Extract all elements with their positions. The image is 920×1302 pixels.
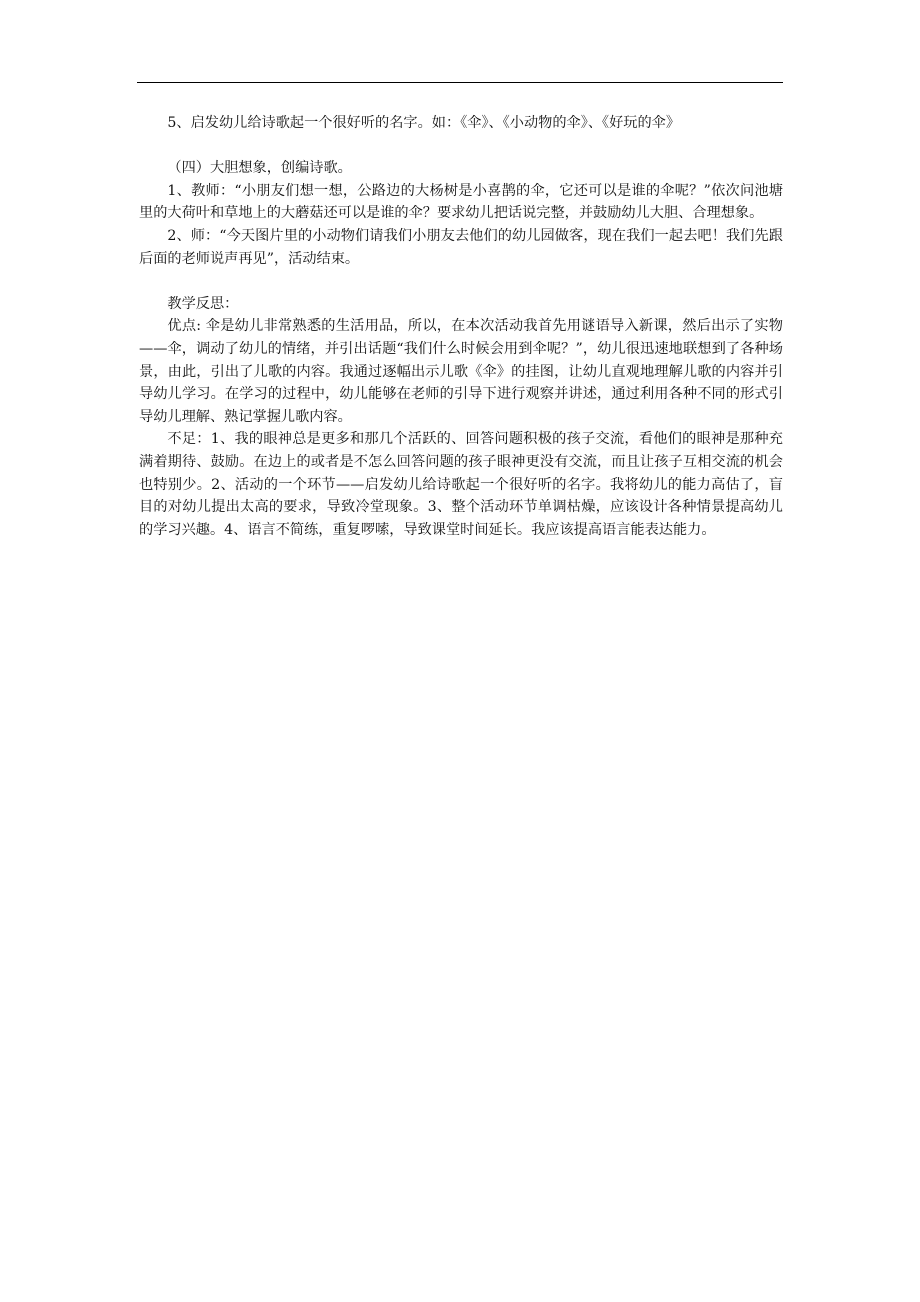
document-body	[139, 112, 783, 541]
header-rule	[137, 82, 783, 83]
paragraph-weaknesses: 不足：1、我的眼神总是更多和那几个活跃的、回答问题积极的孩子交流，看他们的眼神是那种充满着期待、鼓励。在边上的或者是不怎么回答问题的孩子眼神更没有交流，而且让孩子互相交流的机会也特别少。2、活动的一个环节——启发幼儿给诗歌起一个很好听的名字。我将幼儿的能力高估了，盲目的对幼儿提出太高的要求，导致冷堂现象。3、整个活动环节单调枯燥，应该设计各种情景提高幼儿的学习兴趣。4、语言不简练，重复啰嗦，导致课堂时间延长。我应该提高语言能表达能力。	[139, 431, 783, 538]
paragraph-gap	[139, 135, 783, 158]
section-heading-four: （四）大胆想象，创编诗歌。	[167, 160, 352, 177]
paragraph-activity-end: 2、师：“今天图片里的小动物们请我们小朋友去他们的幼儿园做客，现在我们一起去吧！我们先跟后面的老师说声再见”，活动结束。	[139, 227, 783, 267]
paragraph-step-5: 5、启发幼儿给诗歌起一个很好听的名字。如：《伞》、《小动物的伞》、《好玩的伞》	[167, 115, 681, 131]
paragraph-gap	[139, 270, 783, 293]
paragraph-strengths: 优点: 伞是幼儿非常熟悉的生活用品，所以，在本次活动我首先用谜语导入新课，然后出示了实物——伞，调动了幼儿的情绪，并引出话题“我们什么时候会用到伞呢？”，幼儿很迅速地联想到了各种场景，由此，引出了儿歌的内容。我通过逐幅出示儿歌《伞》的挂图，让幼儿直观地理解儿歌的内容并引导幼儿学习。在学习的过程中，幼儿能够在老师的引导下进行观察并讲述，通过利用各种不同的形式引导幼儿理解、熟记掌握儿歌内容。	[139, 318, 783, 425]
paragraph-teacher-question: 1、教师：“小朋友们想一想，公路边的大杨树是小喜鹊的伞，它还可以是谁的伞呢？”依次问池塘里的大荷叶和草地上的大蘑菇还可以是谁的伞？要求幼儿把话说完整，并鼓励幼儿大胆、合理想象。	[139, 182, 783, 222]
reflection-heading: 教学反思：	[167, 295, 239, 312]
